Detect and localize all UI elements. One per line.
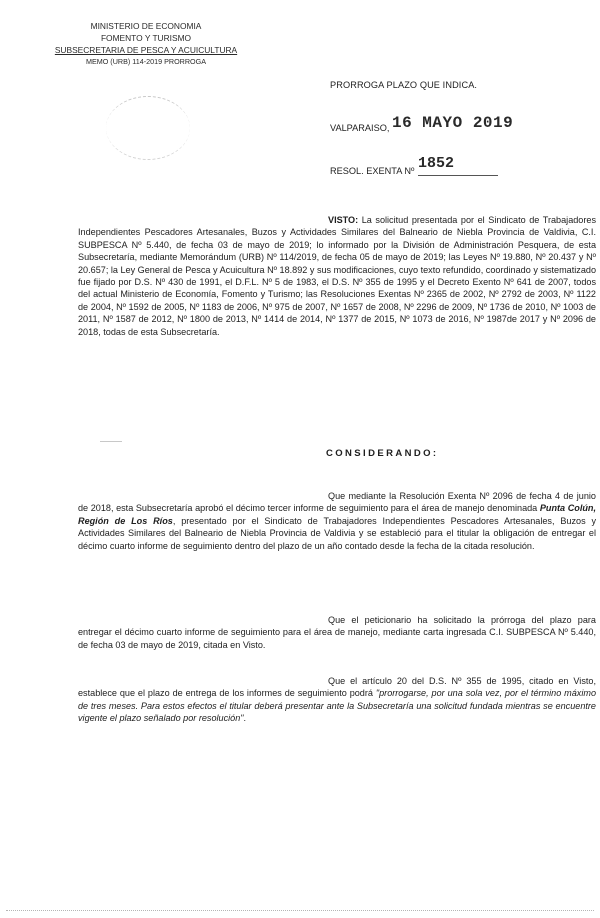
resolution-label: RESOL. EXENTA Nº: [330, 166, 415, 176]
visto-lead: VISTO:: [328, 215, 359, 225]
place-label: VALPARAISO,: [330, 123, 390, 133]
visto-paragraph: [78, 214, 596, 338]
ministry-name: MINISTERIO DE ECONOMIA: [90, 21, 202, 31]
page-bottom-edge: [6, 910, 594, 911]
p1-text-a: Que mediante la Resolución Exenta Nº 2096 de fecha 4 de junio de 2018, esta Subsecretaría aprobó el décimo tercer informe de seguimiento para el área de manejo denominada: [78, 491, 596, 514]
ministry-name-2: FOMENTO Y TURISMO: [100, 33, 192, 43]
p3-text-a: Que el artículo 20 del D.S. Nº 355 de 1995, citado en Visto, establece que el plazo de entrega de los informes de seguimiento podrá: [78, 676, 596, 699]
p2-text: Que el peticionario ha solicitado la prórroga del plazo para entregar el décimo cuarto informe de seguimiento para el área de manejo, mediante carta ingresada C.I. SUBPESCA Nº 5.440, de fecha 03 de mayo de 2019, citada en Visto.: [78, 615, 596, 650]
visto-text: La solicitud presentada por el Sindicato de Trabajadores Independientes Pescadores Artesanales, Buzos y Actividades Similares del Balneario de Niebla Provincia de Valdivia, C.I. SUBPESCA Nº 5.440, de fecha 03 de mayo de 2019; lo informado por la División de Administración Pesquera, de esta Subsecretaría, mediante Memorándum (URB) Nº 114/2019, de fecha 05 de mayo de 2019; las Leyes Nº 19.880, Nº 20.437 y Nº 20.657; la Ley General de Pesca y Acuicultura Nº 18.892 y sus modificaciones, cuyo texto refundido, coordinado y sistematizado fue fijado por D.S. Nº 430 de 1991, el D.F.L. Nº 5 de 1983, el D.S. Nº 355 de 1995 y el Decreto Exento Nº 641 de 2007, todos del actual Ministerio de Economía, Fomento y Turismo; las Resoluciones Exentas Nº 2365 de 2002, Nº 2792 de 2003, Nº 1122 de 2004, Nº 1592 de 2005, Nº 1183 de 2006, Nº 975 de 2007, Nº 1657 de 2008, Nº 2296 de 2009, Nº 1736 de 2010, Nº 1003 de 2011, Nº 1587 de 2012, Nº 1800 de 2013, Nº 1414 de 2014, Nº 1377 de 2015, Nº 1073 de 2016, Nº 1987de 2017 y Nº 2096 de 2018, todas de esta Subsecretaría.: [78, 215, 596, 337]
resolution-number: 1852: [418, 155, 455, 172]
p3-quote: "prorrogarse, por una sola vez, por el término máximo de tres meses. Para estos efectos el titular deberá presentar ante la Subsecretaría una solicitud fundada mientras se encuentre vigente el plazo señalado por resolución": [78, 688, 596, 724]
considerando-paragraph-3: [78, 675, 596, 725]
document-subject: PRORROGA PLAZO QUE INDICA.: [330, 80, 478, 90]
considerando-heading: CONSIDERANDO:: [326, 448, 439, 459]
area-name: Punta Colún, Región de Los Ríos: [78, 503, 596, 526]
resolution-underline: [418, 175, 498, 176]
considerando-paragraph-2: [78, 614, 596, 651]
subsecretaria-name: SUBSECRETARIA DE PESCA Y ACUICULTURA: [54, 45, 238, 55]
faded-stamp: [106, 96, 190, 160]
memo-reference: MEMO (URB) 114-2019 PRORROGA: [85, 57, 207, 66]
p1-text-b: , presentado por el Sindicato de Trabajadores Independientes Pescadores Artesanales, Buzos y Actividades Similares del Balneario de Niebla Provincia de Valdivia y se estableció para el titular la obligación de entregar el décimo cuarto informe de seguimiento dentro del plazo de un año contado desde la fecha de la citada resolución.: [78, 515, 596, 551]
p3-text-b: .: [243, 713, 247, 724]
letterhead: [46, 20, 246, 68]
considerando-paragraph-1: [78, 490, 596, 552]
margin-mark: [100, 441, 122, 442]
date-stamp: 16 MAYO 2019: [392, 114, 514, 132]
